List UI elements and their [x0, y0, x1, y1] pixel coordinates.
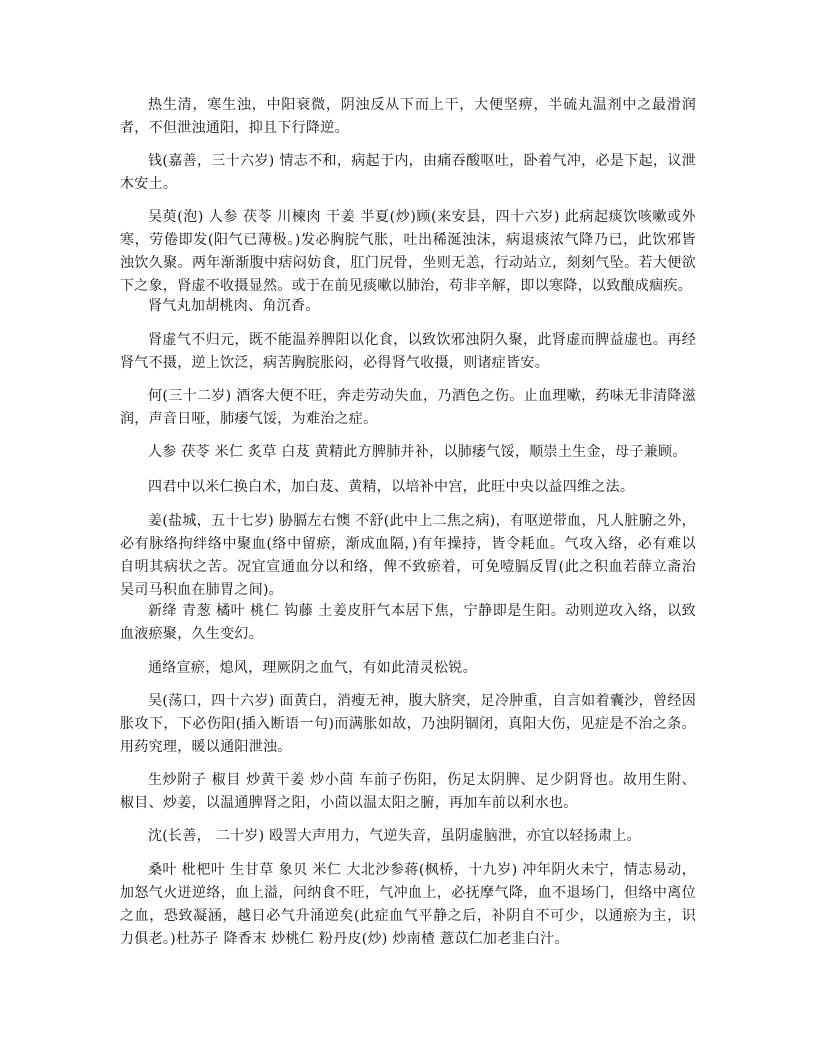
paragraph-2: 钱(嘉善，三十六岁) 情志不和，病起于内，由痛吞酸呕吐，卧着气冲，必是下起，议泄木安土。 [120, 153, 696, 192]
paragraph-11: 通络宣瘀，熄风，理厥阴之血气，有如此清灵松锐。 [148, 660, 477, 676]
paragraph-1: 热生清，寒生浊，中阳衰微，阴浊反从下而上干，大便坚痹，半硫丸温剂中之最滑润者，不但泄浊通阳，抑且下行降逆。 [120, 97, 696, 136]
paragraph-9: 姜(盐城，五十七岁) 胁膈左右懊 不舒(此中上二焦之病)，有呕逆带血，凡人脏腑之外，必有脉络拘绊络中聚血(络中留瘀，渐成血隔，)有年操持，皆令耗血。气攻入络，必有难以自明其病状之苦。况宜宣通血分以和络，俾不致瘀着，可免噎膈反胃(此之积血若薛立斋治吴司马积血在肺胃之间)。 [120, 513, 696, 598]
paragraph-15: 桑叶 枇杷叶 生甘草 象贝 米仁 大北沙参蒋(枫桥，十九岁) 冲年阴火未宁，情志易动，加怒气火迸逆络，血上溢，问纳食不旺，气冲血上，必抚摩气降，血不退场门，但络中离位之血，恐致凝涵，越日必气升涌逆矣(此症血气平静之后，补阴自不可少，以通瘀为主，识力俱老。)杜苏子 降香末 炒桃仁 粉丹皮(炒) 炒南楂 薏苡仁加老韭白汁。 [120, 862, 696, 947]
paragraph-10: 新绛 青葱 橘叶 桃仁 钩藤 土姜皮肝气本居下焦，宁静即是生阳。动则逆攻入络，以致血液瘀聚，久生变幻。 [120, 603, 696, 642]
paragraph-4: 肾气丸加胡桃肉、角沉香。 [148, 298, 320, 314]
paragraph-8: 四君中以米仁换白术，加白芨、黄精，以培补中宫，此旺中央以益四维之法。 [148, 479, 635, 495]
paragraph-12: 吴(荡口，四十六岁) 面黄白，消瘦无神，腹大脐突，足冷肿重，自言如着囊沙，曾经因胀攻下，下必伤阳(插入断语一句)而满胀如故，乃浊阴锢闭，真阳大伤，见症是不治之条。用药究理，暖以通阳泄浊。 [120, 693, 696, 755]
paragraph-14: 沈(长善， 二十岁) 殴詈大声用力，气逆失音，虽阴虚脑泄，亦宜以轻扬肃上。 [148, 828, 641, 844]
paragraph-5: 肾虚气不归元，既不能温养脾阳以化食，以致饮邪浊阴久聚，此肾虚而脾益虚也。再经肾气不摄，逆上饮泛，病苦胸脘胀闷，必得肾气收摄，则诸症皆安。 [120, 332, 696, 371]
paragraph-13: 生炒附子 椒目 炒黄干姜 炒小茴 车前子伤阳，伤足太阴脾、足少阴肾也。故用生附、椒目、炒姜，以温通脾肾之阳，小茴以温太阳之腑，再加车前以利水也。 [120, 772, 696, 811]
paragraph-6: 何(三十二岁) 酒客大便不旺，奔走劳动失血，乃酒色之伤。止血理嗽，药味无非清降滋润，声音日哑，肺痿气馁，为难治之症。 [120, 388, 696, 427]
paragraph-3: 吴萸(泡) 人参 茯苓 川楝肉 干姜 半夏(炒)顾(来安县，四十六岁) 此病起痰饮咳嗽或外寒，劳倦即发(阳气已薄极。)发必胸脘气胀，吐出稀涎浊沫，病退痰浓气降乃已，此饮邪皆浊饮久聚。两年渐渐腹中痞闷妨食，肛门尻骨，坐则无恙，行动站立，刻刻气坠。若大便欲下之象，肾虚不收摄显然。或于在前见痰嗽以肺治，苟非辛解，即以寒降，以致酿成痼疾。 [120, 209, 696, 294]
paragraph-7: 人参 茯苓 米仁 炙草 白芨 黄精此方脾肺并补，以肺痿气馁，顺崇土生金，母子兼顾。 [148, 444, 687, 460]
